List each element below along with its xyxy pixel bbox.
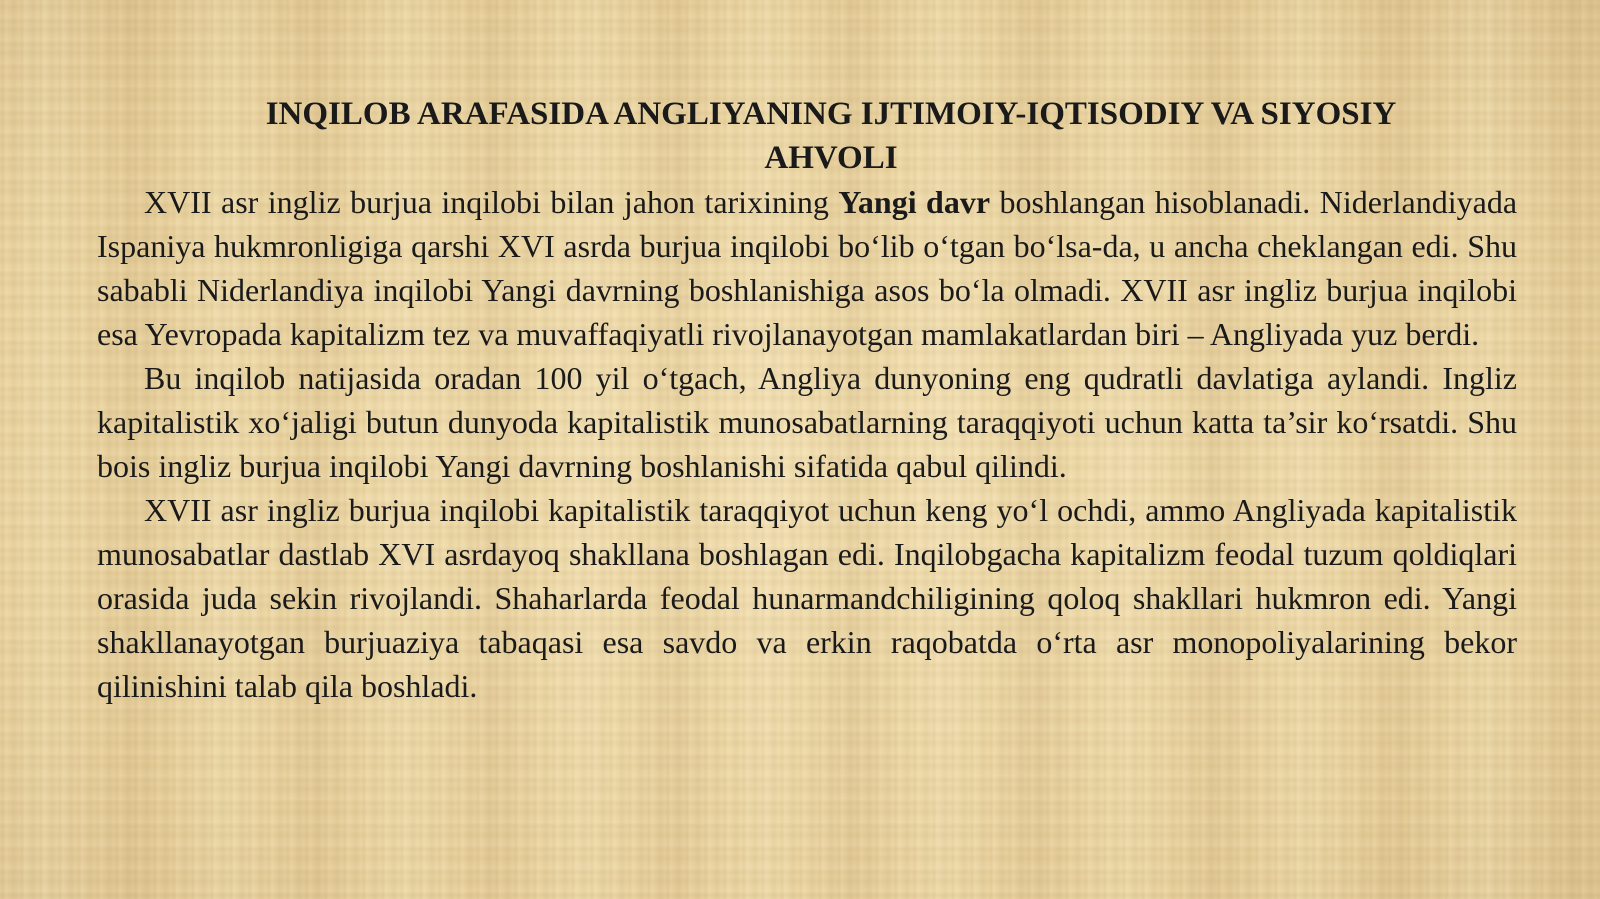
paragraph-1-rest: boshlangan hisoblanadi. Niderlandiyada Ispaniya hukmronligiga qarshi XVI asrda burjua inqilobi bo‘lib o‘tgan bo‘lsa-da, u ancha cheklangan edi. Shu sababli Niderlandiya inqilobi Yangi davrning boshlanishiga asos bo‘la olmadi. XVII asr ingliz burjua inqilobi esa Yevropada kapitalizm tez va muvaffaqiyatli rivojlanayotgan mamlakatlardan biri – Angliyada yuz berdi. (97, 184, 1518, 352)
title-line-2: AHVOLI (764, 140, 898, 176)
slide-content (97, 92, 1517, 708)
paragraph-1-bold-term: Yangi davr (838, 184, 991, 220)
paragraph-1-start: XVII asr ingliz burjua inqilobi bilan jahon tarixining (144, 184, 839, 220)
page-title (97, 92, 1517, 180)
paragraph-2: Bu inqilob natijasida oradan 100 yil o‘tgach, Angliya dunyoning eng qudratli davlatiga aylandi. Ingliz kapitalistik xo‘jaligi butun dunyoda kapitalistik munosabatlarning taraqqiyoti uchun katta ta’sir ko‘rsatdi. Shu bois ingliz burjua inqilobi Yangi davrning boshlanishi sifatida qabul qilindi. (97, 360, 1517, 484)
paragraph-1 (97, 180, 1517, 356)
paragraph-3: XVII asr ingliz burjua inqilobi kapitalistik taraqqiyot uchun keng yo‘l ochdi, ammo Angliyada kapitalistik munosabatlar dastlab XVI asrdayoq shakllana boshlagan edi. Inqilobgacha kapitalizm feodal tuzum qoldiqlari orasida juda sekin rivojlandi. Shaharlarda feodal hunarmandchiligining qoloq shakllari hukmron edi. Yangi shakllanayotgan burjuaziya tabaqasi esa savdo va erkin raqobatda o‘rta asr monopoliyalarining bekor qilinishini talab qila boshladi. (97, 492, 1517, 704)
title-line-1: INQILOB ARAFASIDA ANGLIYANING IJTIMOIY-IQTISODIY VA SIYOSIY (265, 96, 1397, 132)
